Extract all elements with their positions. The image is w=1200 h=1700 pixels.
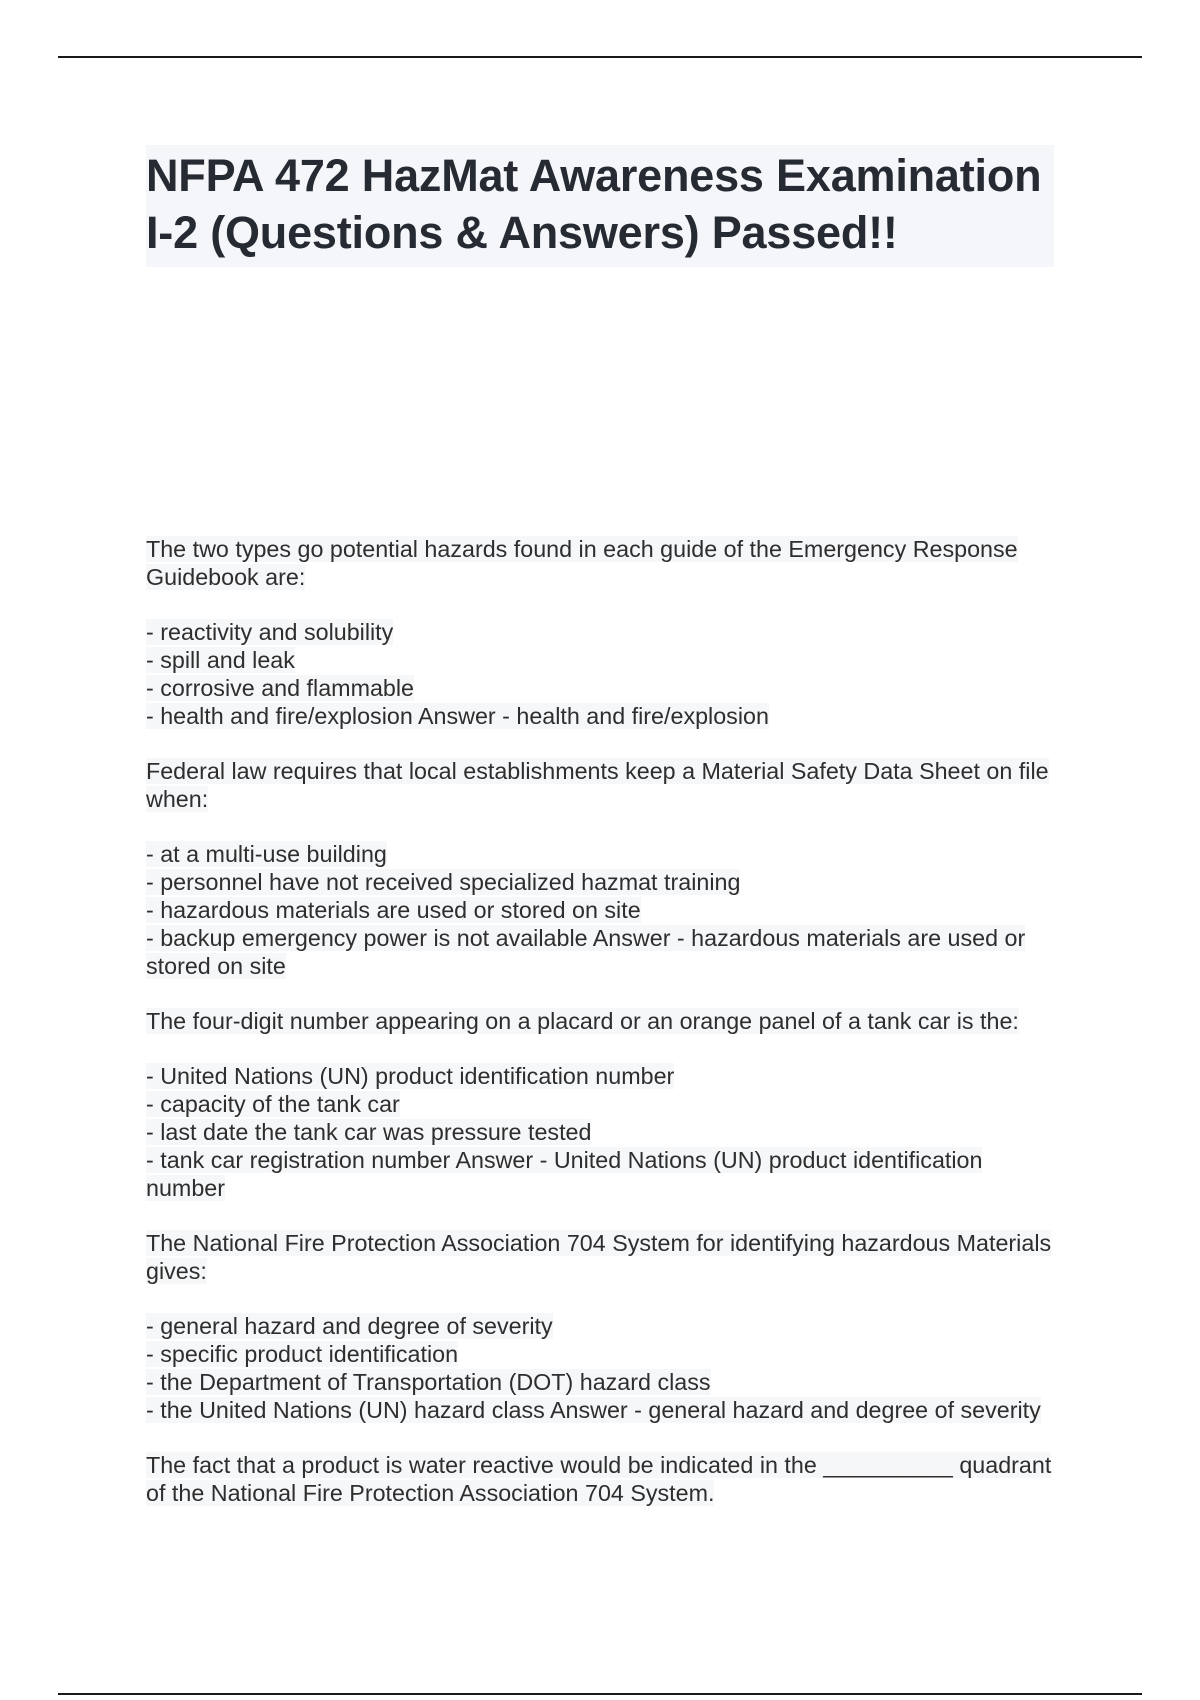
question-text: The National Fire Protection Association 704 System for identifying hazardous Materials gives: [146, 1230, 1052, 1284]
option-line-with-answer: - health and fire/explosion Answer - health and fire/explosion [146, 703, 769, 729]
option-line: - reactivity and solubility [146, 619, 394, 645]
question-text: Federal law requires that local establishments keep a Material Safety Data Sheet on file when: [146, 758, 1049, 812]
question-text: The fact that a product is water reactive would be indicated in the __________ quadrant of the National Fire Protection Association 704 System. [146, 1452, 1052, 1506]
option-line: - hazardous materials are used or stored on site [146, 897, 641, 923]
qa-item [146, 535, 1061, 730]
option-line: - United Nations (UN) product identification number [146, 1063, 675, 1089]
top-rule [58, 56, 1142, 58]
option-line: - personnel have not received specialized hazmat training [146, 869, 741, 895]
option-line-with-answer: - tank car registration number Answer - United Nations (UN) product identification number [146, 1147, 983, 1201]
option-line: - general hazard and degree of severity [146, 1313, 553, 1339]
option-line-with-answer: - backup emergency power is not available Answer - hazardous materials are used or stored on site [146, 925, 1026, 979]
option-line: - the Department of Transportation (DOT) hazard class [146, 1369, 711, 1395]
qa-list [146, 535, 1061, 1534]
qa-item [146, 1229, 1061, 1424]
qa-item [146, 757, 1061, 980]
option-line: - corrosive and flammable [146, 675, 415, 701]
qa-item [146, 1007, 1061, 1202]
option-line: - specific product identification [146, 1341, 459, 1367]
document-title: NFPA 472 HazMat Awareness Examination I-2 (Questions & Answers) Passed!! [146, 150, 1042, 258]
qa-item [146, 1451, 1061, 1507]
title-block [146, 145, 1054, 267]
question-text: The two types go potential hazards found in each guide of the Emergency Response Guidebook are: [146, 536, 1018, 590]
option-line: - capacity of the tank car [146, 1091, 400, 1117]
option-line: - at a multi-use building [146, 841, 387, 867]
bottom-rule [58, 1693, 1142, 1695]
question-text: The four-digit number appearing on a placard or an orange panel of a tank car is the: [146, 1008, 1019, 1034]
option-line-with-answer: - the United Nations (UN) hazard class Answer - general hazard and degree of severity [146, 1397, 1041, 1423]
option-line: - spill and leak [146, 647, 295, 673]
option-line: - last date the tank car was pressure tested [146, 1119, 592, 1145]
